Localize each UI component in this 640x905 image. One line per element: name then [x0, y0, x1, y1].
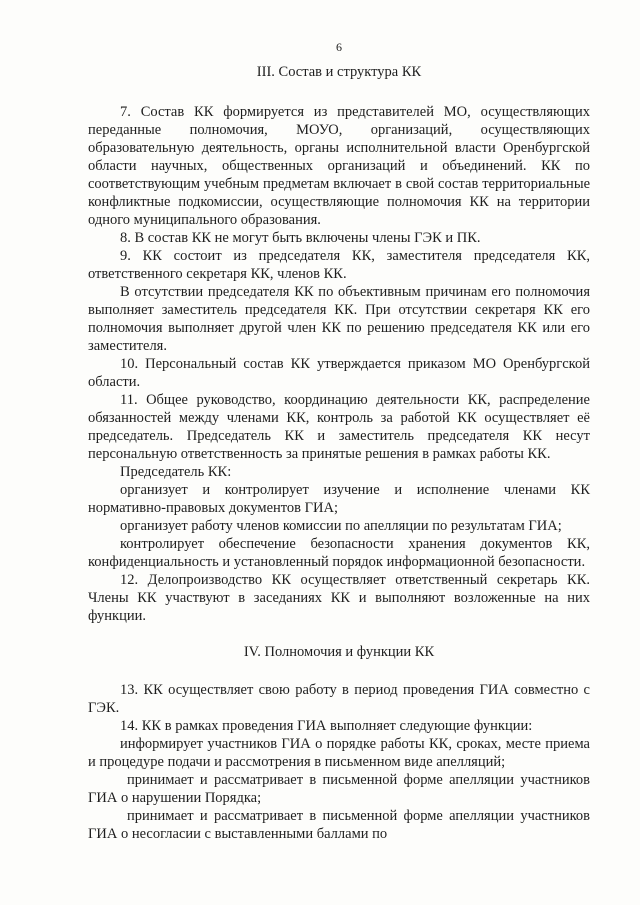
page-number: 6: [336, 40, 342, 54]
paragraph-11: 11. Общее руководство, координацию деятельности КК, распределение обязанностей между членами КК, контроль за работой КК осуществляет её председатель. Председатель КК и заместитель председателя КК несут персональную ответственность за принятые решения в рамках работы КК.: [88, 392, 590, 462]
paragraph-10: 10. Персональный состав КК утверждается приказом МО Оренбургской области.: [88, 356, 590, 390]
chairman-duty-2: организует работу членов комиссии по апелляции по результатам ГИА;: [120, 518, 562, 534]
chairman-duty-1: организует и контролирует изучение и исполнение членами КК нормативно-правовых документов ГИА;: [88, 482, 590, 516]
function-2: принимает и рассматривает в письменной форме апелляции участников ГИА о нарушении Порядка;: [88, 772, 590, 806]
function-3: принимает и рассматривает в письменной форме апелляции участников ГИА о несогласии с выставленными баллами по: [88, 808, 590, 842]
function-1: информирует участников ГИА о порядке работы КК, сроках, месте приема и процедуре подачи и рассмотрения в письменном виде апелляций;: [88, 736, 590, 770]
paragraph-9: 9. КК состоит из председателя КК, заместителя председателя КК, ответственного секретаря КК, членов КК.: [88, 248, 590, 282]
chairman-heading: Председатель КК:: [120, 464, 232, 480]
section-title-4: IV. Полномочия и функции КК: [243, 644, 435, 660]
section-title-3: III. Состав и структура КК: [256, 64, 422, 80]
paragraph-14: 14. КК в рамках проведения ГИА выполняет следующие функции:: [120, 718, 533, 734]
paragraph-9-continued: В отсутствии председателя КК по объективным причинам его полномочия выполняет заместитель председателя КК. При отсутствии секретаря КК его полномочия выполняет другой член КК по решению председателя КК или его заместителя.: [88, 284, 590, 354]
paragraph-13: 13. КК осуществляет свою работу в период проведения ГИА совместно с ГЭК.: [88, 682, 590, 716]
paragraph-12: 12. Делопроизводство КК осуществляет ответственный секретарь КК. Члены КК участвуют в заседаниях КК и выполняют возложенные на них функции.: [88, 572, 590, 624]
chairman-duty-3: контролирует обеспечение безопасности хранения документов КК, конфиденциальность и установленный порядок информационной безопасности.: [88, 536, 590, 570]
paragraph-8: 8. В состав КК не могут быть включены члены ГЭК и ПК.: [120, 230, 481, 246]
paragraph-7: 7. Состав КК формируется из представителей МО, осуществляющих переданные полномочия, МОУО, организаций, осуществляющих образовательную деятельность, органы исполнительной власти Оренбургской области научных, общественных организаций и объединений. КК по соответствующим учебным предметам включает в свой состав территориальные конфликтные подкомиссии, осуществляющие полномочия КК на территории одного муниципального образования.: [88, 104, 590, 228]
